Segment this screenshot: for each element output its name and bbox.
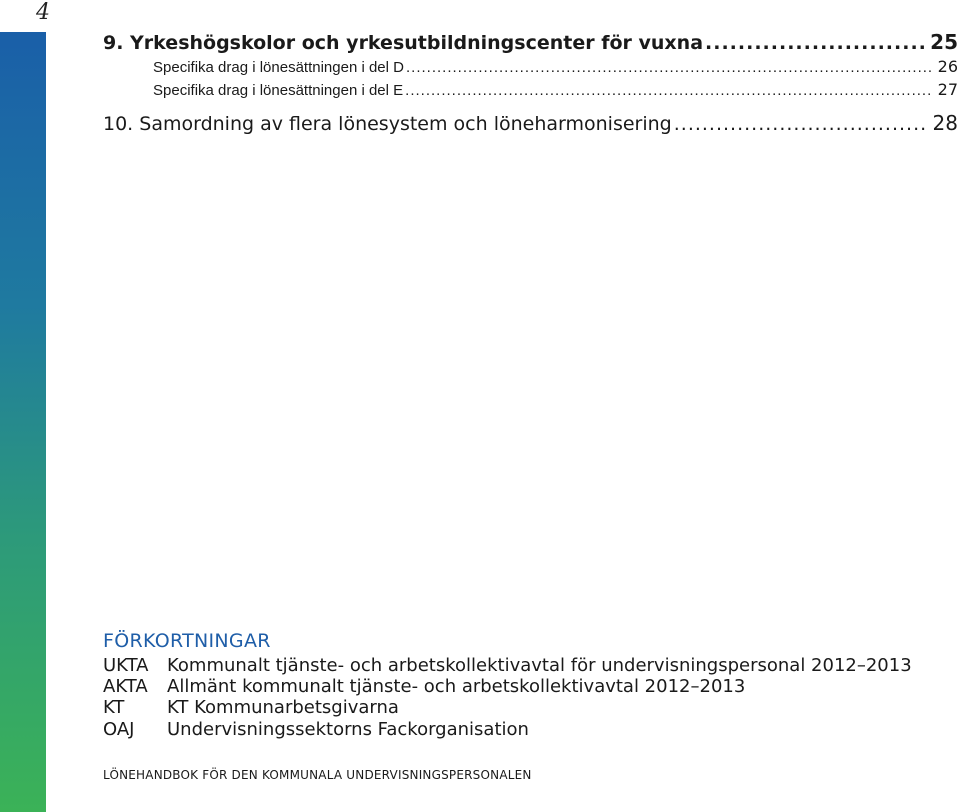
toc-entry-9-d[interactable] bbox=[153, 57, 958, 76]
toc-leader-dots bbox=[674, 113, 927, 135]
abbreviation-key: OAJ bbox=[103, 719, 135, 740]
abbreviation-text: Allmänt kommunalt tjänste- och arbetskollektivavtal 2012–2013 bbox=[167, 676, 746, 697]
abbreviations-heading: FÖRKORTNINGAR bbox=[103, 630, 271, 652]
toc-leader-dots bbox=[406, 59, 932, 76]
toc-entry-title: 10. Samordning av flera lönesystem och löneharmonisering bbox=[103, 113, 672, 135]
page-number: 4 bbox=[36, 0, 50, 25]
abbreviation-text: KT Kommunarbetsgivarna bbox=[167, 697, 399, 718]
toc-entry-page: 28 bbox=[932, 111, 958, 135]
abbreviation-row bbox=[103, 697, 399, 718]
abbreviation-text: Undervisningssektorns Fackorganisation bbox=[167, 719, 529, 740]
toc-entry-title: Specifika drag i lönesättningen i del E bbox=[153, 82, 404, 99]
color-sidebar bbox=[0, 32, 46, 812]
page-footer: LÖNEHANDBOK FÖR DEN KOMMUNALA UNDERVISNINGSPERSONALEN bbox=[103, 768, 532, 782]
toc-entry-9-e[interactable] bbox=[153, 80, 958, 99]
abbreviation-key: KT bbox=[103, 697, 125, 718]
abbreviation-row bbox=[103, 719, 529, 740]
abbreviation-text: Kommunalt tjänste- och arbetskollektivavtal för undervisningspersonal 2012–2013 bbox=[167, 655, 912, 676]
toc-entry-9[interactable] bbox=[103, 30, 958, 54]
toc-entry-page: 26 bbox=[937, 57, 958, 76]
toc-entry-title: Specifika drag i lönesättningen i del D bbox=[153, 59, 404, 76]
toc-leader-dots bbox=[405, 82, 931, 99]
toc-entry-page: 25 bbox=[930, 30, 958, 54]
abbreviation-row bbox=[103, 655, 912, 676]
toc-entry-10[interactable] bbox=[103, 111, 958, 135]
abbreviation-key: UKTA bbox=[103, 655, 149, 676]
toc-entry-title: 9. Yrkeshögskolor och yrkesutbildningscenter för vuxna bbox=[103, 32, 704, 54]
abbreviation-row bbox=[103, 676, 745, 697]
toc-leader-dots bbox=[705, 32, 924, 54]
toc-entry-page: 27 bbox=[937, 80, 958, 99]
abbreviation-key: AKTA bbox=[103, 676, 148, 697]
